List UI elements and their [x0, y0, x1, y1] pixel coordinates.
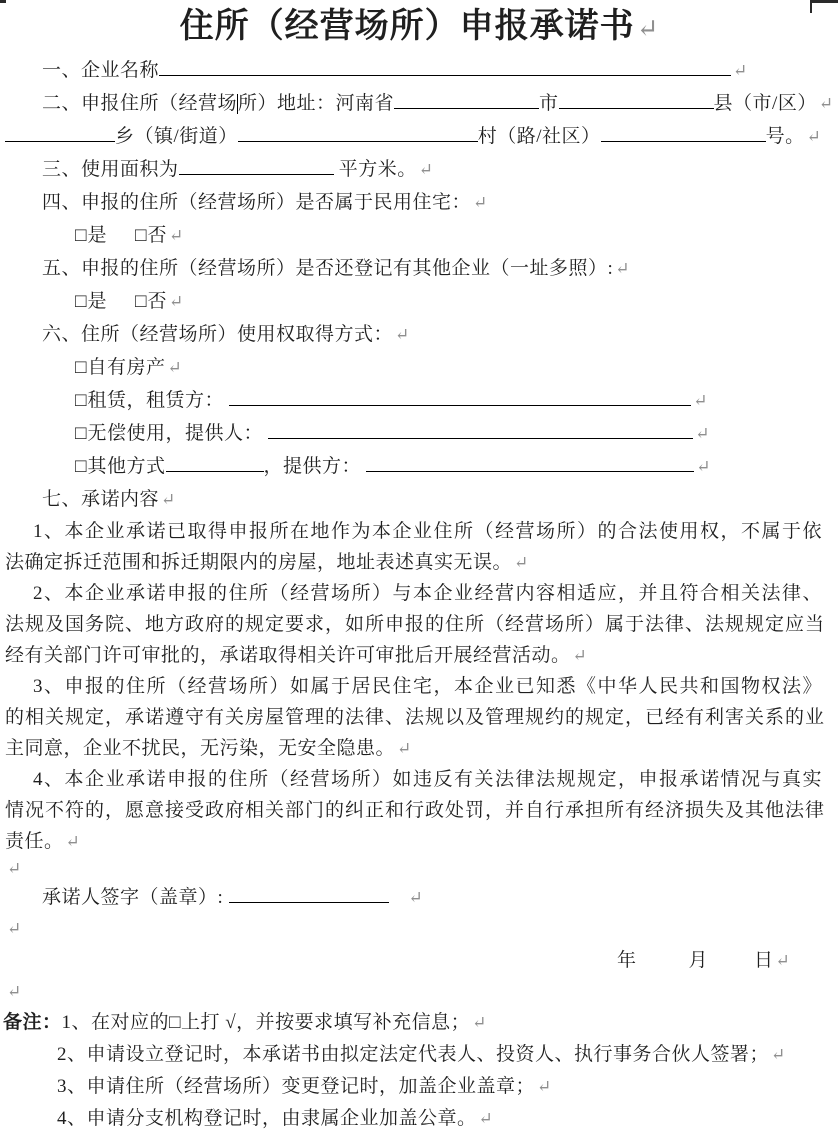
page-title: 住所（经营场所）申报承诺书 [179, 8, 635, 45]
text-run: 日 [754, 950, 774, 971]
line-signature [0, 881, 838, 914]
text-run: 主同意，企业不扰民，无污染，无安全隐患。 [5, 738, 396, 759]
empty-line-3 [0, 977, 838, 1007]
page-edge-artifact-left [0, 0, 6, 3]
paragraph-mark: ↵ [771, 1045, 786, 1064]
text-run: 县（市/区） [713, 93, 817, 114]
paragraph-mark: ↵ [473, 193, 488, 212]
blank-area[interactable] [179, 155, 334, 175]
paragraph-1-line-1 [0, 516, 838, 547]
paragraph-mark: ↵ [7, 982, 22, 1001]
paragraph-mark: ↵ [161, 490, 176, 509]
checkbox-label: 其他方式 [87, 456, 166, 477]
text-run: 1、本企业承诺已取得申报所在地作为本企业住所（经营场所）的合法使用权，不属于依 [33, 521, 824, 542]
checkbox-label: 租赁，租赁方： [87, 390, 224, 411]
paragraph-mark: ↵ [397, 739, 412, 758]
empty-line-2 [0, 914, 838, 944]
blank-village[interactable] [238, 122, 478, 142]
paragraph-mark: ↵ [733, 61, 748, 80]
line-multi-registration-question [0, 252, 838, 285]
paragraph-mark: ↵ [696, 457, 712, 476]
paragraph-mark: ↵ [775, 951, 791, 970]
line-note-1 [0, 1007, 838, 1039]
checkbox-label: 否 [147, 225, 167, 246]
paragraph-mark: ↵ [478, 1109, 494, 1128]
line-date [0, 944, 838, 977]
paragraph-mark: ↵ [572, 646, 588, 665]
text-run: 的相关规定，承诺遵守有关房屋管理的法律、法规以及管理规约的规定，已经有利害关系的业 [5, 707, 826, 728]
text-run: 年 [617, 950, 637, 971]
line-note-2 [0, 1039, 838, 1071]
text-run: 4、申请分支机构登记时，由隶属企业加盖公章。 [57, 1108, 477, 1129]
paragraph-mark: ↵ [65, 832, 81, 851]
checkbox-multi-registration-no[interactable] [135, 291, 167, 312]
paragraph-2-line-2 [0, 609, 838, 640]
checkbox-label: 否 [147, 291, 167, 312]
text-run: 情况不符的，愿意接受政府相关部门的纠正和行政处罚，并自行承担所有经济损失及其他法律 [5, 800, 826, 821]
paragraph-mark: ↵ [537, 1077, 552, 1096]
line-lease [0, 384, 838, 417]
text-run: 经有关部门许可审批的，承诺取得相关许可审批后开展经营活动。 [5, 645, 571, 666]
page-edge-artifact-right [810, 0, 838, 13]
text-run: 2、申请设立登记时，本承诺书由拟定法定代表人、投资人、执行事务合伙人签署； [57, 1044, 770, 1065]
checkbox-icon: □ [75, 456, 88, 477]
blank-number[interactable] [601, 122, 766, 142]
paragraph-2-line-1 [0, 578, 838, 609]
paragraph-1-line-2 [0, 547, 838, 578]
checkbox-residential-no[interactable] [135, 225, 167, 246]
paragraph-mark: ↵ [7, 859, 22, 878]
blank-company-name[interactable] [159, 56, 731, 76]
text-run: 法规及国务院、地方政府的规定要求，如所申报的住所（经营场所）属于法律、法规规定应当 [5, 614, 826, 635]
text-run: 六、住所（经营场所）使用权取得方式： [42, 324, 394, 345]
line-area [0, 153, 838, 186]
paragraph-mark: ↵ [472, 1013, 487, 1032]
paragraph-4-line-1 [0, 764, 838, 795]
text-run: 承诺人签字（盖章）: [42, 887, 229, 908]
text-run: 三、使用面积为 [42, 159, 179, 180]
text-run: 村（路/社区） [477, 126, 601, 147]
checkbox-free-use[interactable] [75, 423, 263, 444]
empty-line-1 [0, 857, 838, 881]
checkbox-icon: □ [135, 225, 148, 246]
line-residential-options [0, 219, 838, 252]
checkbox-multi-registration-yes[interactable] [75, 291, 107, 312]
line-note-4 [0, 1103, 838, 1135]
line-address-1 [0, 87, 838, 120]
line-address-2 [0, 120, 838, 153]
paragraph-mark: ↵ [169, 226, 184, 245]
text-run: 市 [539, 93, 559, 114]
paragraph-3-line-2 [0, 702, 838, 733]
checkbox-own-property[interactable] [75, 357, 166, 378]
text-run: 备注： [3, 1012, 62, 1033]
text-run: 责任。 [5, 831, 64, 852]
text-run: 1、在对应的□上打 √，并按要求填写补充信息； [61, 1012, 471, 1033]
line-other-method [0, 450, 838, 483]
paragraph-3-line-1 [0, 671, 838, 702]
paragraph-mark: ↵ [408, 888, 424, 907]
text-run: 二、申报住所（经营场 [42, 93, 238, 114]
text-run: 月 [688, 950, 709, 971]
text-run: 七、承诺内容 [42, 489, 160, 510]
text-run: 四、申报的住所（经营场所）是否属于民用住宅： [42, 192, 472, 213]
paragraph-mark: ↵ [693, 391, 708, 410]
document-title-line [0, 0, 838, 54]
line-free-use [0, 417, 838, 450]
text-run: 4、本企业承诺申报的住所（经营场所）如违反有关法律法规规定，申报承诺情况与真实 [33, 769, 824, 790]
paragraph-mark: ↵ [395, 325, 410, 344]
paragraph-4-line-3 [0, 826, 838, 857]
checkbox-residential-yes[interactable] [75, 225, 107, 246]
checkbox-label: 是 [87, 225, 107, 246]
paragraph-mark: ↵ [636, 14, 659, 43]
checkbox-icon: □ [135, 291, 148, 312]
text-run: 所）地址：河南省 [238, 93, 395, 114]
blank-township[interactable] [5, 122, 115, 142]
checkbox-icon: □ [75, 225, 88, 246]
paragraph-3-line-3 [0, 733, 838, 764]
line-own-property [0, 351, 838, 384]
blank-county[interactable] [559, 89, 714, 109]
checkbox-icon: □ [75, 357, 88, 378]
blank-city[interactable] [394, 89, 539, 109]
text-run: 乡（镇/街道） [115, 126, 238, 147]
line-residential-question [0, 186, 838, 219]
blank-provider-person[interactable] [268, 419, 693, 439]
text-run: 五、申报的住所（经营场所）是否还登记有其他企业（一址多照）: [42, 258, 614, 279]
blank-signature[interactable] [229, 883, 389, 903]
line-note-3 [0, 1071, 838, 1103]
paragraph-mark: ↵ [615, 259, 631, 278]
paragraph-mark: ↵ [7, 919, 22, 938]
text-run: 3、申报的住所（经营场所）如属于居民住宅，本企业已知悉《中华人民共和国物权法》 [33, 676, 824, 697]
text-run: 2、本企业承诺申报的住所（经营场所）与本企业经营内容相适应，并且符合相关法律、 [33, 583, 824, 604]
line-company-name [0, 54, 838, 87]
paragraph-mark: ↵ [167, 358, 183, 377]
text-run: 3、申请住所（经营场所）变更登记时，加盖企业盖章； [57, 1076, 536, 1097]
blank-provider-party[interactable] [366, 452, 694, 472]
checkbox-icon: □ [75, 423, 88, 444]
blank-lessor[interactable] [229, 386, 691, 406]
document-body [0, 54, 838, 1135]
paragraph-mark: ↵ [818, 94, 834, 113]
paragraph-2-line-3 [0, 640, 838, 671]
checkbox-label: 自有房产 [87, 357, 166, 378]
checkbox-other-method[interactable] [75, 456, 166, 477]
paragraph-4-line-2 [0, 795, 838, 826]
line-commitment-heading [0, 483, 838, 516]
paragraph-mark: ↵ [418, 160, 434, 179]
text-run: 一、企业名称 [42, 60, 160, 81]
checkbox-label: 是 [87, 291, 107, 312]
checkbox-icon: □ [75, 291, 88, 312]
paragraph-mark: ↵ [695, 424, 710, 443]
blank-other-method[interactable] [166, 452, 264, 472]
checkbox-lease[interactable] [75, 390, 224, 411]
text-run: 平方米。 [333, 159, 417, 180]
paragraph-mark: ↵ [806, 127, 822, 146]
line-multi-registration-options [0, 285, 838, 318]
text-run: 法确定拆迁范围和拆迁期限内的房屋，地址表述真实无误。 [5, 552, 513, 573]
paragraph-mark: ↵ [169, 292, 184, 311]
line-usage-right-question [0, 318, 838, 351]
checkbox-icon: □ [75, 390, 88, 411]
checkbox-label: 无偿使用，提供人： [87, 423, 263, 444]
text-run: 号。 [765, 126, 805, 147]
text-run: ，提供方： [263, 456, 362, 477]
paragraph-mark: ↵ [514, 553, 529, 572]
